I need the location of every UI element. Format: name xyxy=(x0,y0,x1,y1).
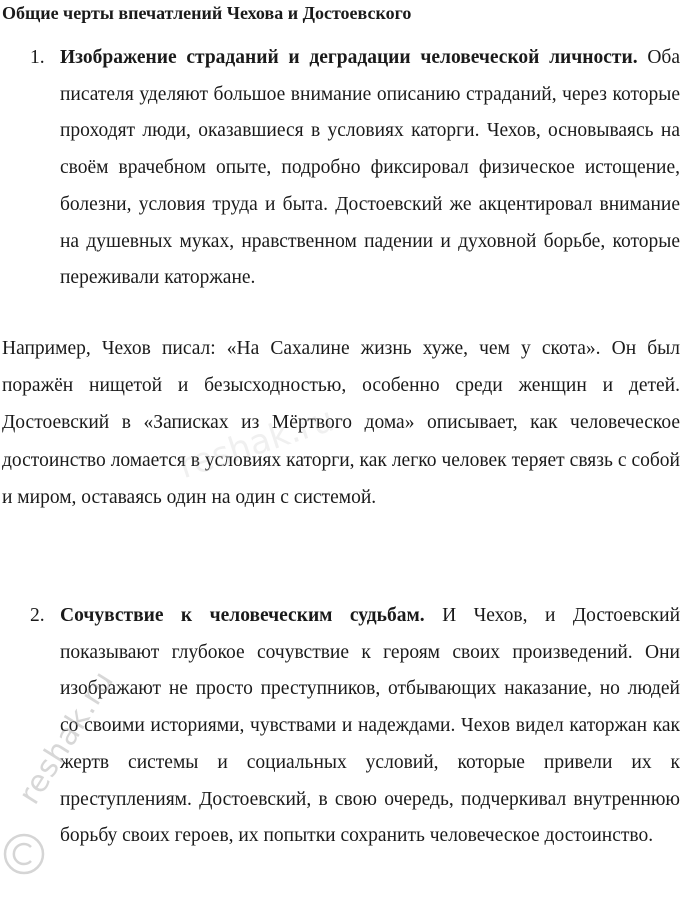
body-paragraph: Например, Чехов писал: «На Сахалине жизнь хуже, чем у скота». Он был поражён нищетой и безысходностью, особенно среди женщин и детей. Достоевский в «Записках из Мёртвого дома» описывает, как человеческое достоинство ломается в условиях каторги, как легко человек теряет связь с собой и миром, оставаясь один на один с системой. xyxy=(2,338,680,508)
copyright-icon xyxy=(2,832,46,876)
list-item-body xyxy=(60,40,680,297)
list-item-heading: Изображение страданий и деградации человеческой личности. xyxy=(60,47,638,68)
list-item-text: Оба писателя уделяют большое внимание описанию страданий, через которые проходят люди, оказавшиеся в условиях каторги. Чехов, основываясь на своём врачебном опыте, подробно фиксировал физическое истощение, болезни, условия труда и быта. Достоевский же акцентировал внимание на душевных муках, нравственном падении и духовной борьбе, которые переживали каторжане. xyxy=(60,47,680,289)
watermark-center-text: reshak.ru xyxy=(174,399,339,488)
document-title: Общие черты впечатлений Чехова и Достоевского xyxy=(2,3,412,23)
list-item-text: И Чехов, и Достоевский показывают глубокое сочувствие к героям своих произведений. Они изображают не просто преступников, отбывающих наказание, но людей со своими историями, чувствами и надеждами. Чехов видел каторжан как жертв системы и социальных условий, которые привели их к преступлениям. Достоевский, в свою очередь, подчеркивал внутреннюю борьбу своих героев, их попытки сохранить человеческое достоинство. xyxy=(60,605,680,847)
list-item-body xyxy=(60,598,680,855)
list-item-number: 2. xyxy=(30,605,45,626)
list-item-heading: Сочувствие к человеческим судьбам. xyxy=(60,605,425,626)
watermark-text: reshak.ru xyxy=(12,664,122,811)
list-item-number: 1. xyxy=(30,47,45,68)
